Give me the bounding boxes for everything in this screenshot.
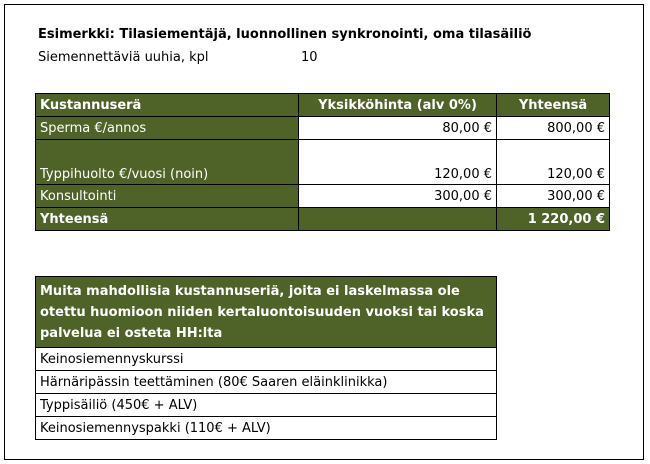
unit-price-cell: 300,00 € [299, 185, 497, 208]
seed-count-value: 10 [301, 50, 318, 65]
other-costs-header-row [36, 277, 497, 348]
other-cost-item: Keinosiemennyskurssi [36, 348, 497, 371]
list-item [36, 417, 497, 440]
list-item [36, 348, 497, 371]
cost-table [35, 93, 610, 231]
total-cell: 800,00 € [497, 117, 610, 140]
unit-price-cell: 80,00 € [299, 117, 497, 140]
other-cost-item: Keinosiemennyspakki (110€ + ALV) [36, 417, 497, 440]
total-cell: 120,00 € [497, 140, 610, 185]
header-total: Yhteensä [497, 94, 610, 117]
list-item [36, 371, 497, 394]
page-title: Esimerkki: Tilasiementäjä, luonnollinen synkronointi, oma tilasäiliö [38, 27, 532, 42]
table-row [36, 185, 610, 208]
table-row [36, 117, 610, 140]
cost-item-label: Konsultointi [36, 185, 299, 208]
other-costs-table [35, 276, 497, 440]
cost-table-header [36, 94, 610, 117]
other-costs-header: Muita mahdollisia kustannuseriä, joita ei laskelmassa ole otettu huomioon niiden kertaluontoisuuden vuoksi tai koska palvelua ei osteta HH:lta [36, 277, 497, 348]
seed-count-label: Siemennettäviä uuhia, kpl [38, 50, 209, 65]
unit-price-cell: 120,00 € [299, 140, 497, 185]
other-cost-item: Härnäripässin teettäminen (80€ Saaren eläinklinikka) [36, 371, 497, 394]
total-cell: 300,00 € [497, 185, 610, 208]
cost-item-label: Sperma €/annos [36, 117, 299, 140]
list-item [36, 394, 497, 417]
table-row [36, 140, 610, 185]
total-empty-cell [299, 208, 497, 231]
header-unit-price: Yksikköhinta (alv 0%) [299, 94, 497, 117]
header-cost-item: Kustannuserä [36, 94, 299, 117]
other-cost-item: Typpisäiliö (450€ + ALV) [36, 394, 497, 417]
grand-total-value: 1 220,00 € [497, 208, 610, 231]
total-row [36, 208, 610, 231]
total-label: Yhteensä [36, 208, 299, 231]
cost-item-label: Typpihuolto €/vuosi (noin) [36, 140, 299, 185]
